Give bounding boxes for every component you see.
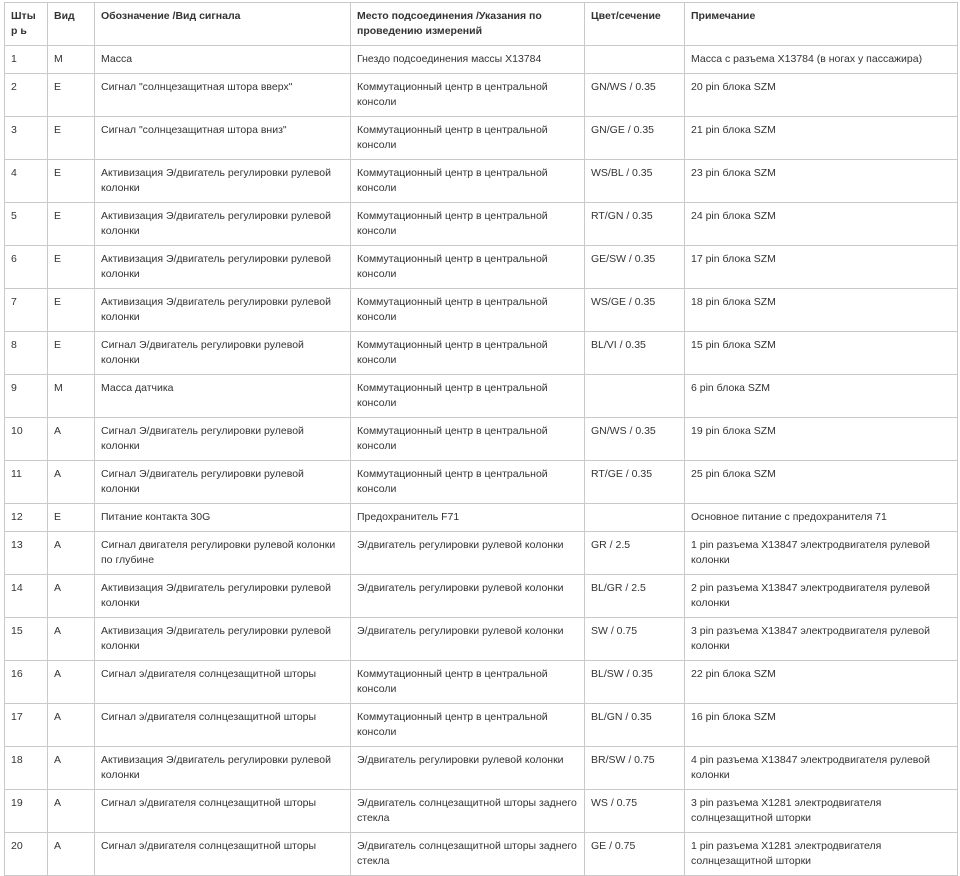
- cell-pin: 16: [5, 661, 48, 704]
- cell-designation: Сигнал "солнцезащитная штора вниз": [95, 117, 351, 160]
- table-row: [5, 661, 958, 704]
- cell-note: 23 pin блока SZM: [685, 160, 958, 203]
- cell-type: M: [48, 46, 95, 74]
- cell-location: Коммутационный центр в центральной консоли: [351, 461, 585, 504]
- cell-note: 16 pin блока SZM: [685, 704, 958, 747]
- cell-location: Коммутационный центр в центральной консоли: [351, 117, 585, 160]
- cell-type: E: [48, 246, 95, 289]
- cell-designation: Масса датчика: [95, 375, 351, 418]
- cell-pin: 7: [5, 289, 48, 332]
- cell-type: E: [48, 203, 95, 246]
- cell-note: 3 pin разъема X13847 электродвигателя рулевой колонки: [685, 618, 958, 661]
- table-row: [5, 618, 958, 661]
- cell-color: BL/VI / 0.35: [585, 332, 685, 375]
- cell-color: GN/WS / 0.35: [585, 74, 685, 117]
- cell-color: GN/WS / 0.35: [585, 418, 685, 461]
- table-row: [5, 160, 958, 203]
- cell-color: RT/GE / 0.35: [585, 461, 685, 504]
- table-row: [5, 246, 958, 289]
- cell-pin: 2: [5, 74, 48, 117]
- cell-designation: Активизация Э/двигатель регулировки рулевой колонки: [95, 575, 351, 618]
- cell-type: E: [48, 160, 95, 203]
- cell-note: Основное питание с предохранителя 71: [685, 504, 958, 532]
- cell-designation: Питание контакта 30G: [95, 504, 351, 532]
- table-row: [5, 375, 958, 418]
- cell-type: A: [48, 661, 95, 704]
- cell-color: BL/SW / 0.35: [585, 661, 685, 704]
- table-row: [5, 504, 958, 532]
- cell-location: Э/двигатель солнцезащитной шторы заднего стекла: [351, 833, 585, 876]
- table-row: [5, 575, 958, 618]
- cell-location: Предохранитель F71: [351, 504, 585, 532]
- cell-note: 1 pin разъема X1281 электродвигателя солнцезащитной шторки: [685, 833, 958, 876]
- cell-location: Коммутационный центр в центральной консоли: [351, 661, 585, 704]
- table-row: [5, 790, 958, 833]
- table-row: [5, 117, 958, 160]
- cell-pin: 6: [5, 246, 48, 289]
- cell-color: BR/SW / 0.75: [585, 747, 685, 790]
- cell-location: Э/двигатель солнцезащитной шторы заднего стекла: [351, 790, 585, 833]
- header-note: Примечание: [685, 3, 958, 46]
- cell-color: GN/GE / 0.35: [585, 117, 685, 160]
- cell-color: RT/GN / 0.35: [585, 203, 685, 246]
- cell-designation: Сигнал "солнцезащитная штора вверх": [95, 74, 351, 117]
- cell-pin: 10: [5, 418, 48, 461]
- cell-location: Коммутационный центр в центральной консоли: [351, 704, 585, 747]
- cell-location: Э/двигатель регулировки рулевой колонки: [351, 747, 585, 790]
- cell-note: 19 pin блока SZM: [685, 418, 958, 461]
- cell-note: 6 pin блока SZM: [685, 375, 958, 418]
- table-row: [5, 833, 958, 876]
- cell-pin: 18: [5, 747, 48, 790]
- cell-pin: 12: [5, 504, 48, 532]
- table-row: [5, 418, 958, 461]
- cell-location: Гнездо подсоединения массы X13784: [351, 46, 585, 74]
- cell-location: Коммутационный центр в центральной консоли: [351, 332, 585, 375]
- cell-color: [585, 504, 685, 532]
- cell-note: 21 pin блока SZM: [685, 117, 958, 160]
- cell-color: WS/BL / 0.35: [585, 160, 685, 203]
- cell-designation: Сигнал э/двигателя солнцезащитной шторы: [95, 661, 351, 704]
- cell-location: Коммутационный центр в центральной консоли: [351, 203, 585, 246]
- cell-note: 25 pin блока SZM: [685, 461, 958, 504]
- cell-pin: 13: [5, 532, 48, 575]
- cell-type: A: [48, 418, 95, 461]
- cell-note: 22 pin блока SZM: [685, 661, 958, 704]
- cell-location: Коммутационный центр в центральной консоли: [351, 74, 585, 117]
- cell-designation: Активизация Э/двигатель регулировки рулевой колонки: [95, 203, 351, 246]
- cell-pin: 4: [5, 160, 48, 203]
- cell-note: 4 pin разъема X13847 электродвигателя рулевой колонки: [685, 747, 958, 790]
- cell-location: Э/двигатель регулировки рулевой колонки: [351, 575, 585, 618]
- cell-note: 1 pin разъема X13847 электродвигателя рулевой колонки: [685, 532, 958, 575]
- cell-designation: Сигнал Э/двигатель регулировки рулевой колонки: [95, 418, 351, 461]
- cell-note: 24 pin блока SZM: [685, 203, 958, 246]
- pinout-table: [4, 2, 958, 876]
- table-row: [5, 704, 958, 747]
- cell-color: WS/GE / 0.35: [585, 289, 685, 332]
- cell-location: Коммутационный центр в центральной консоли: [351, 160, 585, 203]
- table-body: [5, 46, 958, 876]
- header-type: Вид: [48, 3, 95, 46]
- cell-designation: Активизация Э/двигатель регулировки рулевой колонки: [95, 246, 351, 289]
- cell-designation: Активизация Э/двигатель регулировки рулевой колонки: [95, 618, 351, 661]
- table-row: [5, 74, 958, 117]
- cell-type: M: [48, 375, 95, 418]
- cell-type: E: [48, 117, 95, 160]
- table-row: [5, 532, 958, 575]
- cell-designation: Активизация Э/двигатель регулировки рулевой колонки: [95, 289, 351, 332]
- table-row: [5, 747, 958, 790]
- header-designation: Обозначение /Вид сигнала: [95, 3, 351, 46]
- cell-type: E: [48, 504, 95, 532]
- cell-color: WS / 0.75: [585, 790, 685, 833]
- cell-type: A: [48, 618, 95, 661]
- cell-type: A: [48, 704, 95, 747]
- cell-type: A: [48, 790, 95, 833]
- cell-pin: 8: [5, 332, 48, 375]
- table-row: [5, 289, 958, 332]
- cell-type: A: [48, 575, 95, 618]
- cell-pin: 17: [5, 704, 48, 747]
- table-row: [5, 46, 958, 74]
- cell-designation: Масса: [95, 46, 351, 74]
- cell-type: A: [48, 833, 95, 876]
- cell-color: BL/GR / 2.5: [585, 575, 685, 618]
- cell-type: E: [48, 74, 95, 117]
- cell-pin: 11: [5, 461, 48, 504]
- cell-color: [585, 375, 685, 418]
- cell-designation: Сигнал Э/двигатель регулировки рулевой колонки: [95, 332, 351, 375]
- cell-note: 18 pin блока SZM: [685, 289, 958, 332]
- table-header-row: [5, 3, 958, 46]
- cell-type: E: [48, 332, 95, 375]
- cell-location: Коммутационный центр в центральной консоли: [351, 375, 585, 418]
- table-row: [5, 203, 958, 246]
- cell-location: Э/двигатель регулировки рулевой колонки: [351, 618, 585, 661]
- cell-type: A: [48, 532, 95, 575]
- cell-designation: Сигнал Э/двигатель регулировки рулевой колонки: [95, 461, 351, 504]
- table-row: [5, 461, 958, 504]
- cell-color: BL/GN / 0.35: [585, 704, 685, 747]
- cell-type: E: [48, 289, 95, 332]
- cell-color: GR / 2.5: [585, 532, 685, 575]
- header-location: Место подсоединения /Указания по проведению измерений: [351, 3, 585, 46]
- cell-color: [585, 46, 685, 74]
- cell-note: 20 pin блока SZM: [685, 74, 958, 117]
- cell-note: 3 pin разъема X1281 электродвигателя солнцезащитной шторки: [685, 790, 958, 833]
- cell-designation: Сигнал двигателя регулировки рулевой колонки по глубине: [95, 532, 351, 575]
- header-pin: Штыр ь: [5, 3, 48, 46]
- table-row: [5, 332, 958, 375]
- cell-location: Коммутационный центр в центральной консоли: [351, 289, 585, 332]
- cell-note: 17 pin блока SZM: [685, 246, 958, 289]
- cell-designation: Активизация Э/двигатель регулировки рулевой колонки: [95, 160, 351, 203]
- cell-note: Масса с разъема X13784 (в ногах у пассажира): [685, 46, 958, 74]
- cell-color: SW / 0.75: [585, 618, 685, 661]
- cell-color: GE / 0.75: [585, 833, 685, 876]
- cell-pin: 9: [5, 375, 48, 418]
- cell-color: GE/SW / 0.35: [585, 246, 685, 289]
- cell-pin: 19: [5, 790, 48, 833]
- pinout-table-container: [4, 2, 958, 876]
- cell-designation: Активизация Э/двигатель регулировки рулевой колонки: [95, 747, 351, 790]
- cell-pin: 3: [5, 117, 48, 160]
- cell-note: 15 pin блока SZM: [685, 332, 958, 375]
- cell-location: Коммутационный центр в центральной консоли: [351, 246, 585, 289]
- cell-designation: Сигнал э/двигателя солнцезащитной шторы: [95, 704, 351, 747]
- cell-note: 2 pin разъема X13847 электродвигателя рулевой колонки: [685, 575, 958, 618]
- cell-type: A: [48, 461, 95, 504]
- cell-pin: 15: [5, 618, 48, 661]
- cell-pin: 14: [5, 575, 48, 618]
- cell-pin: 5: [5, 203, 48, 246]
- cell-designation: Сигнал э/двигателя солнцезащитной шторы: [95, 790, 351, 833]
- cell-type: A: [48, 747, 95, 790]
- header-color: Цвет/сечение: [585, 3, 685, 46]
- cell-location: Коммутационный центр в центральной консоли: [351, 418, 585, 461]
- cell-pin: 20: [5, 833, 48, 876]
- cell-pin: 1: [5, 46, 48, 74]
- cell-designation: Сигнал э/двигателя солнцезащитной шторы: [95, 833, 351, 876]
- cell-location: Э/двигатель регулировки рулевой колонки: [351, 532, 585, 575]
